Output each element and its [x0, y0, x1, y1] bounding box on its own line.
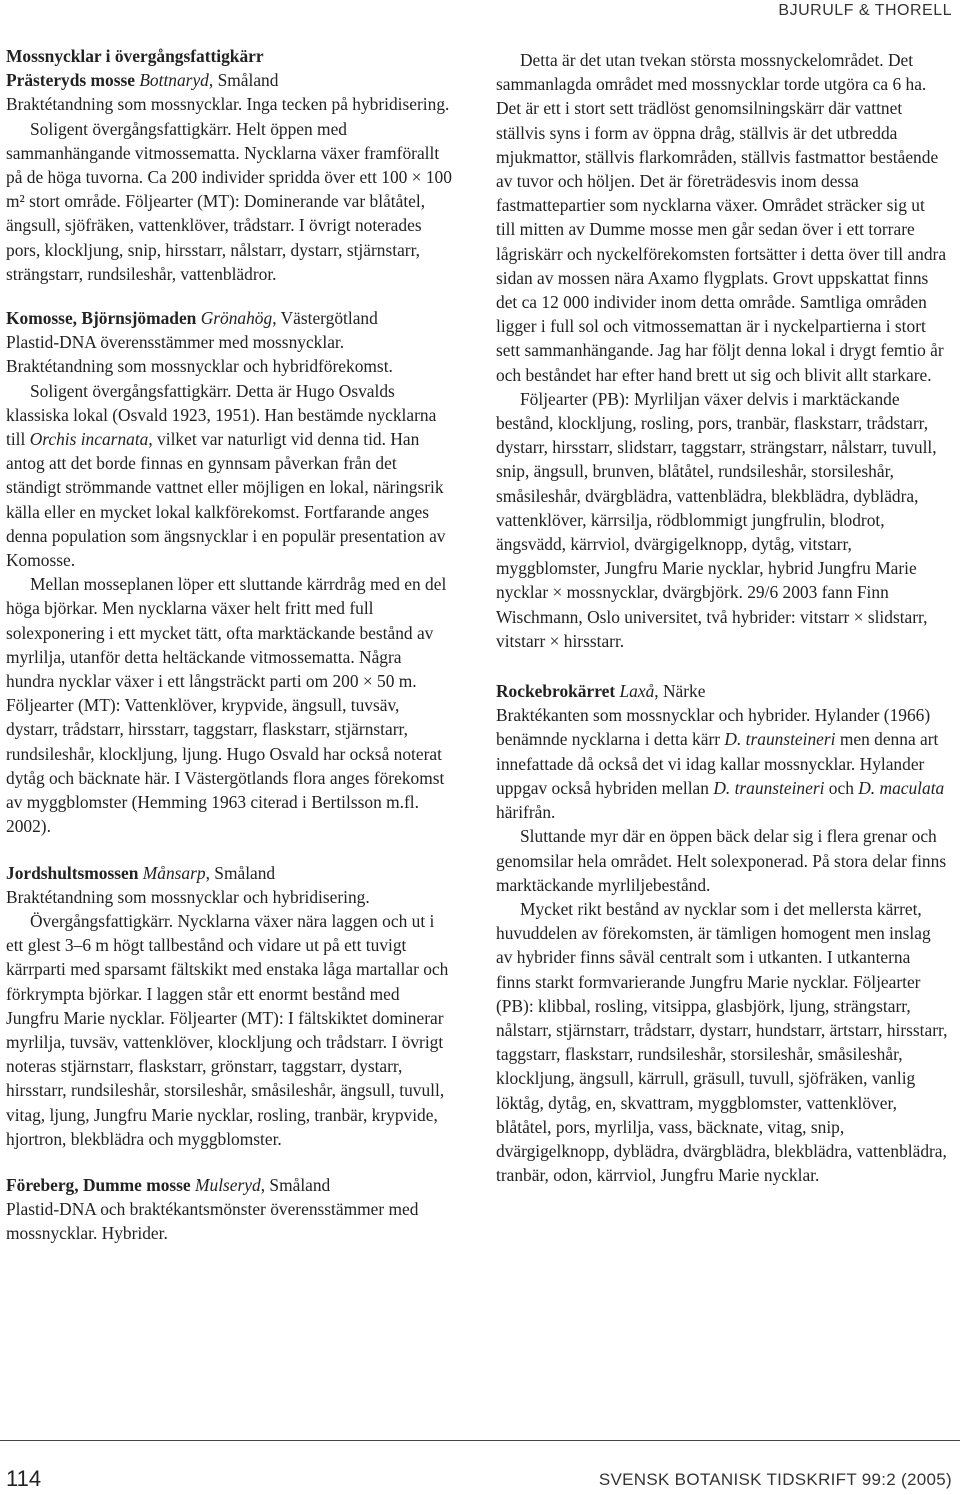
section-region: , Småland [260, 1174, 331, 1195]
body-text: Braktékanten som mossnycklar och hybrider. Hylander (1966) benämnde nycklarna i detta kärr [496, 705, 931, 750]
section-body: Följearter (PB): Myrliljan växer delvis i marktäckande bestånd, klockljung, rosling, pors, tranbär, flaskstarr, trådstarr, dystarr, hirsstarr, slidstarr, taggstarr, strängstarr, nålstarr, tuvull, snip, ängsull, brunven, blåtåtel, rundsileshår, storsileshår, småsileshår, dvärgblädra, vattenblädra, blekblädra, dyblädra, vattenklöver, kärrsilja, rödblommigt jungfrulin, blodrot, ängsvädd, kärrviol, dvärgigelknopp, dytåg, vitstarr, myggblomster, Jungfru Marie nycklar, hybrid Jungfru Marie nycklar × mossnycklar, dvärgbjörk. 29/6 2003 fann Finn Wischmann, Oslo universitet, två hybrider: vitstarr × slidstarr, vitstarr × hirsstarr. [496, 388, 937, 651]
section-body: Övergångsfattigkärr. Nycklarna växer nära laggen och ut i ett glest 3–6 m högt tallbestånd och vidare ut på ett tuvigt kärrparti med sparsamt fältskikt med enstaka låga martallar och förkrympta björkar. I laggen står ett enormt bestånd med Jungfru Marie nycklar. Följearter (MT): I fältskiktet dominerar myrlilja, tuvsäv, vattenklöver, klockljung och trådstarr. I övrigt noteras stjärnstarr, flaskstarr, grönstarr, taggstarr, dystarr, hirsstarr, rundsileshår, storsileshår, småsileshår, ängsull, tuvull, vitag, ljung, Jungfru Marie nycklar, rosling, tranbär, krypvide, hjortron, blekblädra och myggblomster. [6, 910, 449, 1149]
section-title: Komosse, Björnsjömaden [6, 308, 197, 329]
section-body [6, 379, 454, 573]
section-place: Månsarp [142, 862, 206, 883]
section-intro [496, 703, 948, 824]
right-column [496, 48, 948, 1209]
section-foreberg [6, 1173, 454, 1246]
section-intro: Braktétandning som mossnycklar. Inga tecken på hybridisering. [6, 94, 450, 115]
section-body: Detta är det utan tvekan största mossnyckelområdet. Det sammanlagda området med mossnycklar torde utgöra ca 6 ha. Det är ett i stort sett trädlöst genomsilningskärr där vattnet ställvis syns i form av öppna dråg, ställvis är det utbredda mjukmattor, ställvis flarkområden, ställvis fastmattor bestående av tuvor och höljen. Det är företrädesvis inom dessa fastmattepartier som nycklarna växer. Området sträcker sig ut till mitten av Dumme mosse men går sedan över i ett torrare lågriskärr och nyckelförekomsten fortsätter i detta över till andra sidan av mossen nära Axamo flygplats. Grovt uppskattat finns det ca 12 000 individer inom detta område. Samtliga områden ligger i full sol och vitmossemattan är i nyckelpartierna i stort sett sammanhängande. Jag har följt denna lokal i drygt femtio år och beståndet har efter hand brett ut sig och blivit allt starkare. [496, 50, 947, 385]
section-body: Mellan mosseplanen löper ett sluttande kärrdråg med en del höga björkar. Men nycklarna växer helt fritt med full solexponering i ett mycket tätt, ofta marktäckande bestånd av myrlilja, utanför detta heltäckande vitmossematta. Några hundra nycklar växer i ett långsträckt parti om 200 × 50 m. Följearter (MT): Vattenklöver, krypvide, ängsull, tuvsäv, dystarr, trådstarr, hirsstarr, taggstarr, flaskstarr, stjärnstarr, rundsileshår, klockljung, ljung. Hugo Osvald har också noterat dytåg och bäcknate här. I Västergötlands flora anges förekomst av myggblomster (Hemming 1963 citerad i Bertilsson m.fl. 2002). [6, 574, 447, 837]
section-body: Soligent övergångsfattigkärr. Helt öppen med sammanhängande vitmossematta. Nycklarna växer framförallt på de höga tuvorna. Ca 200 individer spridda över ett 100 × 100 m² stort område. Följearter (MT): Dominerande var blåtåtel, ängsull, sjöfräken, vattenklöver, trådstarr. I övrigt noterades pors, klockljung, snip, hirsstarr, nålstarr, dystarr, stjärnstarr, strängstarr, rundsileshår, vattenblädror. [6, 118, 452, 284]
section-region: , Småland [205, 862, 276, 883]
species-name: D. traunsteineri [713, 777, 825, 798]
body-text: härifrån. [496, 802, 556, 823]
section-region: , Västergötland [272, 308, 378, 329]
section-title: Prästeryds mosse [6, 70, 135, 91]
section-title: Rockebrokärret [496, 681, 616, 702]
section-place: Grönahög [200, 308, 273, 329]
left-column [6, 44, 454, 1268]
section-jordshultsmossen [6, 861, 454, 1151]
journal-citation: SVENSK BOTANISK TIDSKRIFT 99:2 (2005) [598, 1470, 952, 1489]
page-number: 114 [6, 1466, 42, 1491]
species-name: Orchis incarnata [29, 429, 149, 450]
running-head: BJURULF & THORELL [778, 2, 952, 19]
section-place: Bottnaryd [139, 70, 209, 91]
body-text: och [824, 777, 859, 798]
section-body: Mycket rikt bestånd av nycklar som i det mellersta kärret, huvuddelen av förekomsten, är tämligen homogent men inslag av hybrider finns såväl centralt som i utkanten. I utkanterna finns starkt formvarierande Jungfru Marie nycklar. Följearter (PB): klibbal, rosling, vitsippa, glasbjörk, ljung, strängstarr, nålstarr, stjärnstarr, trådstarr, dystarr, hundstarr, ärtstarr, hirsstarr, taggstarr, flaskstarr, rundsileshår, storsileshår, småsileshår, klockljung, ängsull, kärrull, gräsull, tuvull, sjöfräken, vanlig löktåg, dytåg, en, skvattram, myggblomster, vattenklöver, blåtåtel, pors, myrlilja, vass, bäcknate, vitag, snip, dvärgigelknopp, dyblädra, dvärgblädra, blekblädra, vattenblädra, tranbär, odon, kärrviol, Jungfru Marie nycklar. [496, 898, 948, 1186]
body-text: Soligent övergångsfattigkärr. Detta är Hugo Osvalds klassiska lokal (Osvald 1923, 1951). Han bestämde nycklarna till [6, 380, 437, 450]
section-region: , Småland [208, 70, 279, 91]
body-text: men denna art innefattade då också det vi idag kallar mossnycklar. Hylander uppgav också hybriden mellan [496, 729, 939, 798]
species-name: D. maculata [858, 777, 945, 798]
section-body: Sluttande myr där en öppen bäck delar sig i flera grenar och genomsilar hela området. Helt solexponerad. På stora delar finns marktäckande myrliljebestånd. [496, 826, 947, 895]
section-komosse [6, 306, 454, 838]
section-prasteryds [6, 44, 454, 286]
section-intro: Braktétandning som mossnycklar och hybridisering. [6, 886, 370, 907]
section-rockebrokarret [496, 679, 948, 1187]
main-heading: Mossnycklar i övergångsfattigkärr [6, 46, 264, 66]
section-title: Föreberg, Dumme mosse [6, 1174, 191, 1195]
section-place: Laxå [619, 681, 655, 702]
section-region: , Närke [654, 681, 706, 702]
section-intro: Plastid-DNA överensstämmer med mossnycklar. Braktétandning som mossnycklar och hybridförekomst. [6, 332, 393, 377]
body-text: , vilket var naturligt vid denna tid. Han antog att det borde finnas en gynnsam påverkan från det ständigt strömmande vattnet eller möjligen en lokal, näringsrik källa eller en mycket lokal kalkförekomst. Fortfarande anges denna population som ängsnycklar i en populär presentation av Komosse. [6, 429, 446, 571]
section-place: Mulseryd [195, 1174, 261, 1195]
footer-divider [0, 1440, 960, 1441]
species-name: D. traunsteineri [724, 729, 836, 750]
section-intro: Plastid-DNA och braktékantsmönster överensstämmer med mossnycklar. Hybrider. [6, 1199, 419, 1244]
section-foreberg-continued [496, 48, 948, 653]
section-title: Jordshultsmossen [6, 862, 139, 883]
